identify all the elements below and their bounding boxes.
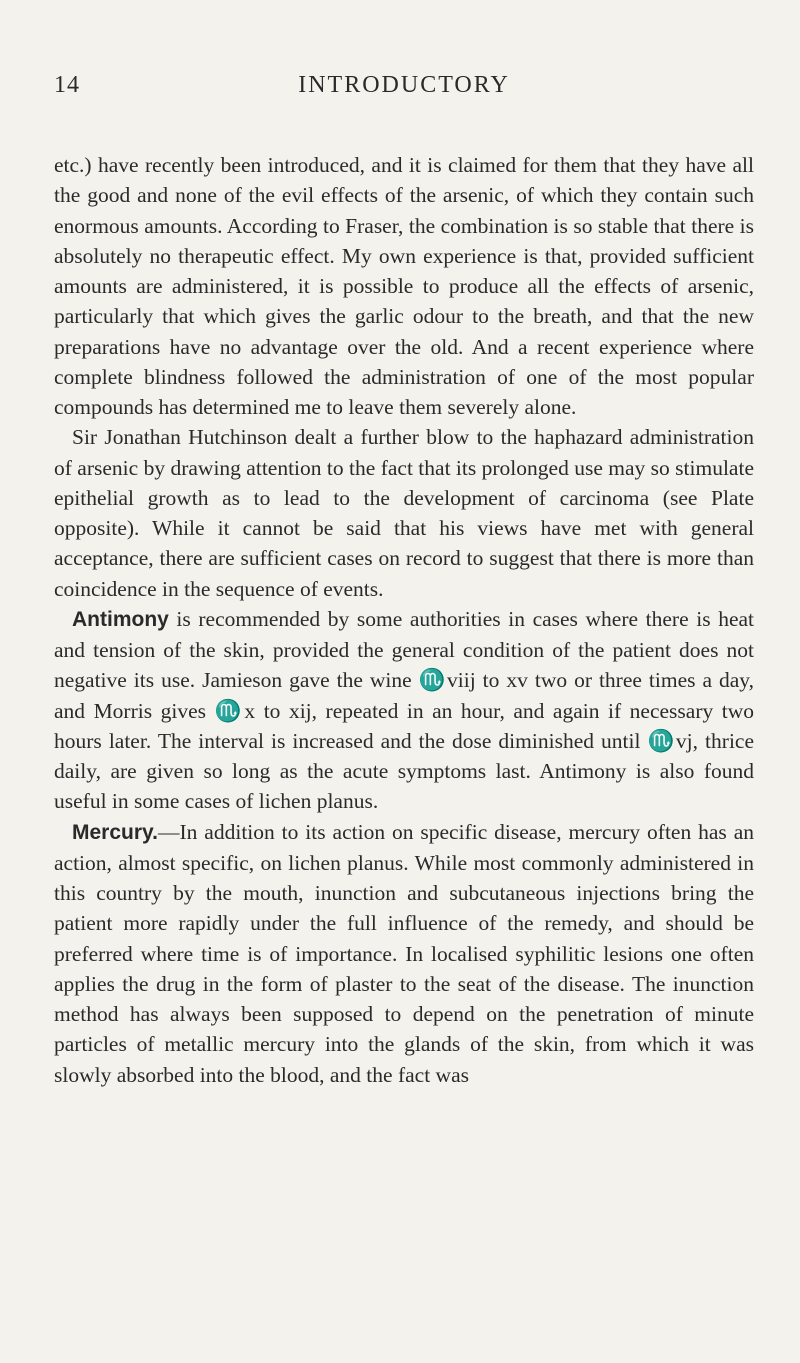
section-heading-mercury: Mercury. [72, 820, 158, 844]
page-header [54, 72, 754, 108]
paragraph-hutchinson [54, 422, 754, 604]
body-text [54, 150, 754, 1090]
paragraph-text: etc.) have recently been introduced, and it is claimed for them that they have all the good and none of the evil effects of the arsenic, of which they contain such enormous amounts. According to Fraser, the combination is so stable that there is absolutely no therapeutic effect. My own experience is that, provided sufficient amounts are administered, it is possible to produce all the effects of arsenic, particularly that which gives the garlic odour to the breath, and that the new preparations have no advantage over the old. And a recent experience where complete blindness followed the administration of one of the most popular compounds has determined me to leave them severely alone. [54, 153, 754, 419]
paragraph-text: —In addition to its action on specific disease, mercury often has an action, almost specific, on lichen planus. While most commonly administered in this country by the mouth, inunction and subcutaneous injections bring the patient more rapidly under the full influence of the remedy, and should be preferred where time is of importance. In localised syphilitic lesions one often applies the drug in the form of plaster to the seat of the disease. The inunction method has always been supposed to depend on the penetration of minute particles of metallic mercury into the glands of the skin, from which it was slowly absorbed into the blood, and the fact was [54, 819, 754, 1087]
page-number: 14 [54, 72, 80, 98]
section-heading-antimony: Antimony [72, 607, 169, 631]
paragraph-mercury [54, 817, 754, 1090]
running-title: INTRODUCTORY [298, 72, 510, 98]
paragraph-text: is recommended by some authorities in cases where there is heat and tension of the skin, provided the general condition of the patient does not negative its use. Jamieson gave the wine ♏viij to xv two or three times a day, and Morris gives ♏x to xij, repeated in an hour, and again if necessary two hours later. The interval is increased and the dose diminished until ♏vj, thrice daily, are given so long as the acute symptoms last. Antimony is also found useful in some cases of lichen planus. [54, 606, 754, 814]
paragraph-antimony [54, 604, 754, 817]
paragraph-text: Sir Jonathan Hutchinson dealt a further blow to the haphazard administration of arsenic by drawing attention to the fact that its prolonged use may so stimulate epithelial growth as to lead to the development of carcinoma (see Plate opposite). While it cannot be said that his views have met with general acceptance, there are sufficient cases on record to suggest that there is more than coincidence in the sequence of events. [54, 425, 754, 601]
paragraph-arsenic-compounds [54, 150, 754, 422]
book-page [54, 72, 754, 1090]
